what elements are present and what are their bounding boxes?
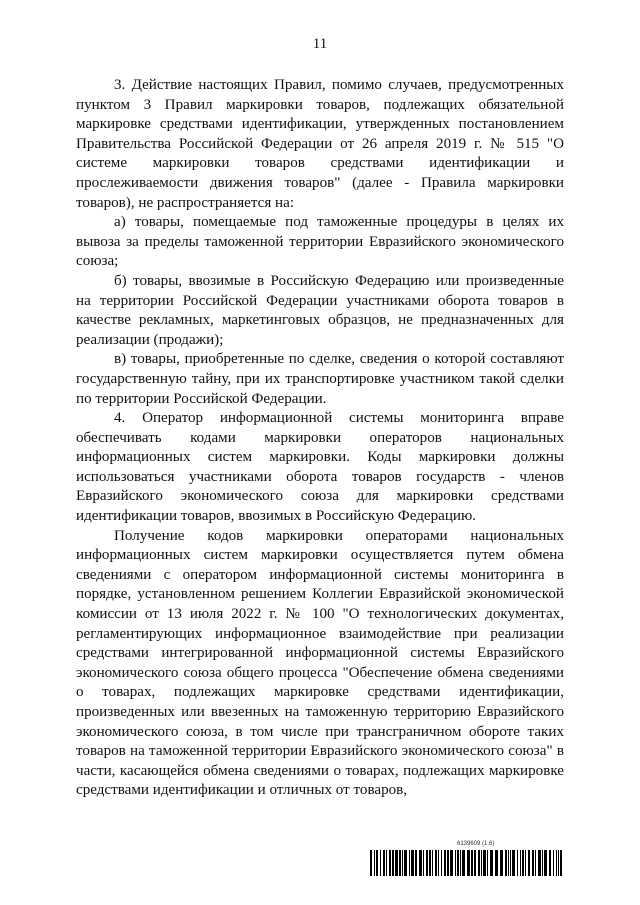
barcode-bar [525,850,526,876]
barcode-bar [438,850,439,876]
barcode-bar [370,850,372,876]
barcode-bar [383,850,385,876]
barcode-bar [556,850,557,876]
barcode-bar [535,850,536,876]
document-code: 6139609 (1.6) [457,841,495,847]
paragraph-item-4: 4. Оператор информационной системы мониторинга вправе обеспечивать кодами маркировки операторов национальных информационных систем маркировки. Коды маркировки должны использоваться участниками оборота товаров государств - членов Евразийского экономического союза для маркировки средствами идентификации товаров, ввозимых в Российскую Федерацию. [76,410,564,525]
barcode-bar [505,850,507,876]
barcode-bar [460,850,461,876]
barcode-bar [435,850,437,876]
barcode-bar [467,850,470,876]
barcode-bar [409,850,410,876]
page-number: 11 [312,36,328,52]
barcode-bar [419,850,422,876]
barcode-bar [471,850,473,876]
barcode-bar [510,850,511,876]
document-body [76,76,564,801]
barcode-bar [423,850,424,876]
barcode-bar [483,850,486,876]
barcode-bar [517,850,518,876]
barcode-bar [447,850,449,876]
barcode-bar [376,850,378,876]
barcode-bar [481,850,482,876]
barcode-bar [402,850,403,876]
barcode-bar [538,850,541,876]
barcode-bar [500,850,503,876]
barcode-bar [404,850,407,876]
barcode-bar [487,850,488,876]
barcode-bar [450,850,453,876]
barcode-bar [549,850,551,876]
paragraph-item-3: 3. Действие настоящих Правил, помимо случаев, предусмотренных пунктом 3 Правил маркировки товаров, подлежащих обязательной маркировке средствами идентификации, утвержденных постановлением Правительства Российской Федерации от 26 апреля 2019 г. № 515 "О системе маркировки товаров средствами идентификации и прослеживаемости движения товаров" (далее - Правила маркировки товаров), не распространяется на: [76,77,564,211]
barcode-bar [374,850,375,876]
barcode-bar [432,850,433,876]
barcode-bar [542,850,543,876]
barcode-bar [558,850,559,876]
barcode-bar [462,850,465,876]
barcode-bar [392,850,394,876]
barcode-bar [389,850,391,876]
barcode-bar [386,850,387,876]
barcode-bar [560,850,562,876]
barcode-bar [444,850,446,876]
barcode-bar [399,850,401,876]
barcode-bar [495,850,498,876]
barcode-bar [474,850,476,876]
barcode-bar [380,850,381,876]
paragraph-subitem-a: а) товары, помещаемые под таможенные процедуры в целях их вывоза за пределы таможенной территории Евразийского экономического союза; [76,214,564,270]
barcode-bar [508,850,509,876]
paragraph-subitem-b: б) товары, ввозимые в Российскую Федерацию или произведенные на территории Российской Федерации участниками оборота товаров в качестве рекламных, маркетинговых образцов, не предназначенных для реализации (продажи); [76,272,564,348]
barcode-bar [415,850,417,876]
barcode-bar [411,850,414,876]
barcode-bar [426,850,428,876]
barcode-bar [512,850,515,876]
barcode-bar [478,850,480,876]
barcode-image [370,850,566,876]
barcode-bar [441,850,442,876]
barcode-bar [553,850,554,876]
barcode-bar [457,850,459,876]
barcode-bar [455,850,456,876]
barcode-bar [395,850,398,876]
barcode-bar [528,850,530,876]
barcode-bar [522,850,524,876]
barcode-bar [544,850,547,876]
paragraph-subitem-v: в) товары, приобретенные по сделке, сведения о которой составляют государственную тайну, при их транспортировке участником такой сделки по территории Российской Федерации. [76,351,564,407]
barcode-bar [520,850,521,876]
paragraph-codes-exchange: Получение кодов маркировки операторами национальных информационных систем маркировки осуществляется путем обмена сведениями с оператором информационной системы мониторинга в порядке, установленном решением Коллегии Евразийской экономической комиссии от 13 июля 2022 г. № 100 "О технологических документах, регламентирующих информационное взаимодействие при реализации средствами интегрированной информационной системы Евразийского экономического союза общего процесса "Обеспечение обмена сведениями о товарах, подлежащих маркировке средствами идентификации, произведенных или ввезенных на таможенную территорию Евразийского экономического союза, в том числе при трансграничном обороте таких товаров на таможенной территории Евразийского экономического союза" в части, касающейся обмена сведениями о товарах, подлежащих маркировке средствами идентификации и отличных от товаров, [76,527,564,799]
barcode-bar [532,850,534,876]
barcode-bar [490,850,493,876]
barcode-bar [429,850,431,876]
